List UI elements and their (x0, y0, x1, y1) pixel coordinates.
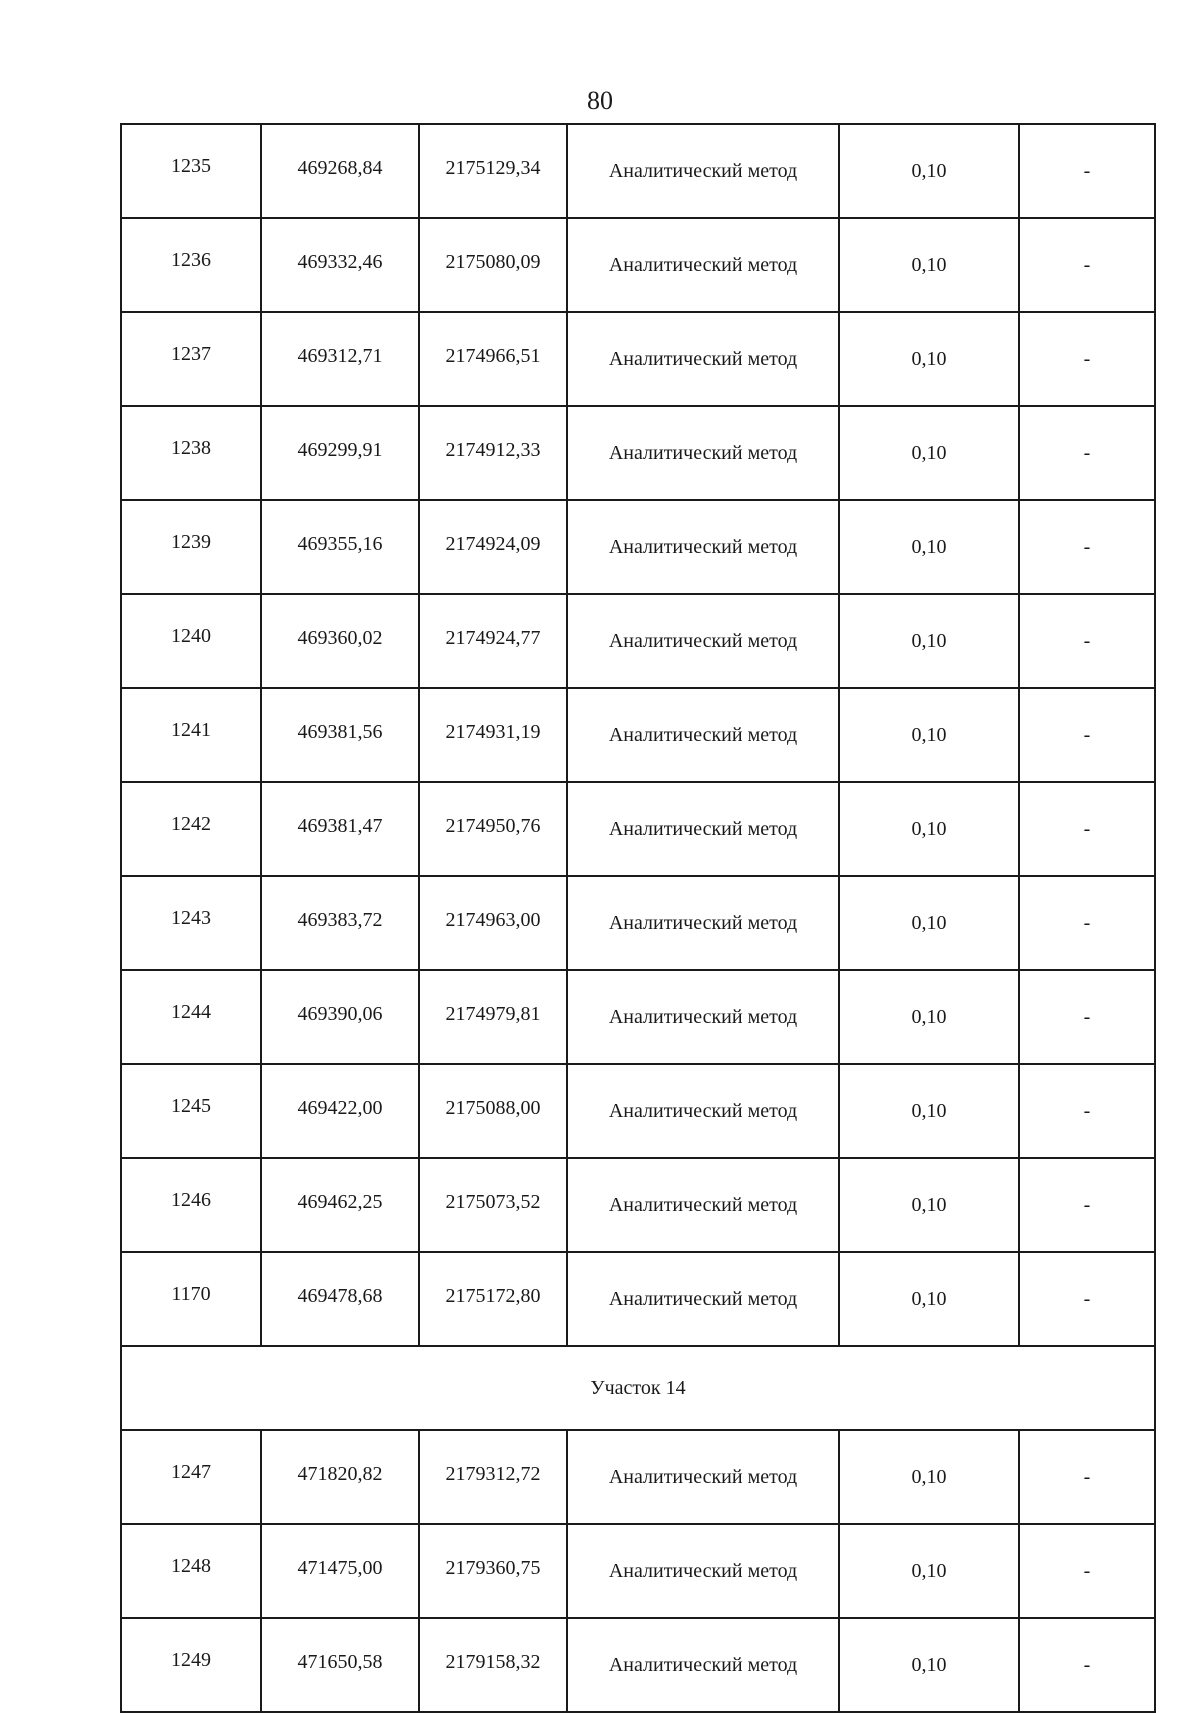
method-cell: Аналитический метод (567, 1524, 839, 1618)
x-coordinate-cell: 471820,82 (261, 1430, 419, 1524)
method-cell: Аналитический метод (567, 1252, 839, 1346)
method-cell: Аналитический метод (567, 876, 839, 970)
accuracy-cell: 0,10 (839, 406, 1019, 500)
table-row (121, 970, 1155, 1064)
point-number-cell: 1235 (121, 124, 261, 218)
x-coordinate-cell: 471475,00 (261, 1524, 419, 1618)
table-row (121, 782, 1155, 876)
point-number-cell: 1236 (121, 218, 261, 312)
y-coordinate-cell: 2179158,32 (419, 1618, 567, 1712)
point-number-cell: 1245 (121, 1064, 261, 1158)
x-coordinate-cell: 469478,68 (261, 1252, 419, 1346)
note-cell: - (1019, 876, 1155, 970)
point-number-cell: 1249 (121, 1618, 261, 1712)
accuracy-cell: 0,10 (839, 500, 1019, 594)
method-cell: Аналитический метод (567, 406, 839, 500)
x-coordinate-cell: 469381,47 (261, 782, 419, 876)
note-cell: - (1019, 970, 1155, 1064)
table-row (121, 1618, 1155, 1712)
accuracy-cell: 0,10 (839, 1158, 1019, 1252)
note-cell: - (1019, 688, 1155, 782)
note-cell: - (1019, 1252, 1155, 1346)
method-cell: Аналитический метод (567, 688, 839, 782)
table-row (121, 594, 1155, 688)
x-coordinate-cell: 469390,06 (261, 970, 419, 1064)
point-number-cell: 1237 (121, 312, 261, 406)
accuracy-cell: 0,10 (839, 124, 1019, 218)
method-cell: Аналитический метод (567, 782, 839, 876)
x-coordinate-cell: 469381,56 (261, 688, 419, 782)
note-cell: - (1019, 124, 1155, 218)
point-number-cell: 1170 (121, 1252, 261, 1346)
accuracy-cell: 0,10 (839, 1618, 1019, 1712)
accuracy-cell: 0,10 (839, 782, 1019, 876)
method-cell: Аналитический метод (567, 594, 839, 688)
table-row (121, 688, 1155, 782)
y-coordinate-cell: 2174912,33 (419, 406, 567, 500)
method-cell: Аналитический метод (567, 1064, 839, 1158)
note-cell: - (1019, 1158, 1155, 1252)
accuracy-cell: 0,10 (839, 688, 1019, 782)
table-row (121, 218, 1155, 312)
method-cell: Аналитический метод (567, 312, 839, 406)
method-cell: Аналитический метод (567, 970, 839, 1064)
point-number-cell: 1240 (121, 594, 261, 688)
table-row (121, 1158, 1155, 1252)
method-cell: Аналитический метод (567, 1158, 839, 1252)
point-number-cell: 1244 (121, 970, 261, 1064)
accuracy-cell: 0,10 (839, 1524, 1019, 1618)
x-coordinate-cell: 469383,72 (261, 876, 419, 970)
table-row (121, 876, 1155, 970)
y-coordinate-cell: 2174950,76 (419, 782, 567, 876)
x-coordinate-cell: 469268,84 (261, 124, 419, 218)
method-cell: Аналитический метод (567, 1618, 839, 1712)
note-cell: - (1019, 312, 1155, 406)
point-number-cell: 1243 (121, 876, 261, 970)
section-title: Участок 14 (121, 1346, 1155, 1430)
accuracy-cell: 0,10 (839, 594, 1019, 688)
method-cell: Аналитический метод (567, 218, 839, 312)
point-number-cell: 1238 (121, 406, 261, 500)
table-row (121, 124, 1155, 218)
note-cell: - (1019, 1524, 1155, 1618)
note-cell: - (1019, 500, 1155, 594)
y-coordinate-cell: 2175172,80 (419, 1252, 567, 1346)
table-row (121, 406, 1155, 500)
y-coordinate-cell: 2175080,09 (419, 218, 567, 312)
table-row (121, 1252, 1155, 1346)
accuracy-cell: 0,10 (839, 218, 1019, 312)
coordinates-table-body (121, 124, 1155, 1712)
y-coordinate-cell: 2174979,81 (419, 970, 567, 1064)
note-cell: - (1019, 1618, 1155, 1712)
x-coordinate-cell: 469422,00 (261, 1064, 419, 1158)
coordinates-table (120, 123, 1156, 1713)
x-coordinate-cell: 469462,25 (261, 1158, 419, 1252)
point-number-cell: 1242 (121, 782, 261, 876)
table-row (121, 1524, 1155, 1618)
y-coordinate-cell: 2174966,51 (419, 312, 567, 406)
y-coordinate-cell: 2174963,00 (419, 876, 567, 970)
table-row (121, 1430, 1155, 1524)
point-number-cell: 1247 (121, 1430, 261, 1524)
point-number-cell: 1246 (121, 1158, 261, 1252)
table-row (121, 1064, 1155, 1158)
note-cell: - (1019, 218, 1155, 312)
x-coordinate-cell: 469312,71 (261, 312, 419, 406)
point-number-cell: 1248 (121, 1524, 261, 1618)
method-cell: Аналитический метод (567, 500, 839, 594)
point-number-cell: 1239 (121, 500, 261, 594)
table-row (121, 312, 1155, 406)
y-coordinate-cell: 2179312,72 (419, 1430, 567, 1524)
note-cell: - (1019, 406, 1155, 500)
y-coordinate-cell: 2179360,75 (419, 1524, 567, 1618)
section-row (121, 1346, 1155, 1430)
note-cell: - (1019, 1064, 1155, 1158)
accuracy-cell: 0,10 (839, 1064, 1019, 1158)
accuracy-cell: 0,10 (839, 876, 1019, 970)
accuracy-cell: 0,10 (839, 970, 1019, 1064)
y-coordinate-cell: 2174924,77 (419, 594, 567, 688)
y-coordinate-cell: 2175073,52 (419, 1158, 567, 1252)
y-coordinate-cell: 2174931,19 (419, 688, 567, 782)
method-cell: Аналитический метод (567, 1430, 839, 1524)
x-coordinate-cell: 469360,02 (261, 594, 419, 688)
note-cell: - (1019, 782, 1155, 876)
method-cell: Аналитический метод (567, 124, 839, 218)
x-coordinate-cell: 469355,16 (261, 500, 419, 594)
y-coordinate-cell: 2174924,09 (419, 500, 567, 594)
point-number-cell: 1241 (121, 688, 261, 782)
x-coordinate-cell: 471650,58 (261, 1618, 419, 1712)
table-row (121, 500, 1155, 594)
accuracy-cell: 0,10 (839, 1430, 1019, 1524)
x-coordinate-cell: 469299,91 (261, 406, 419, 500)
y-coordinate-cell: 2175129,34 (419, 124, 567, 218)
y-coordinate-cell: 2175088,00 (419, 1064, 567, 1158)
page-number: 80 (587, 86, 613, 115)
note-cell: - (1019, 594, 1155, 688)
accuracy-cell: 0,10 (839, 1252, 1019, 1346)
accuracy-cell: 0,10 (839, 312, 1019, 406)
x-coordinate-cell: 469332,46 (261, 218, 419, 312)
note-cell: - (1019, 1430, 1155, 1524)
